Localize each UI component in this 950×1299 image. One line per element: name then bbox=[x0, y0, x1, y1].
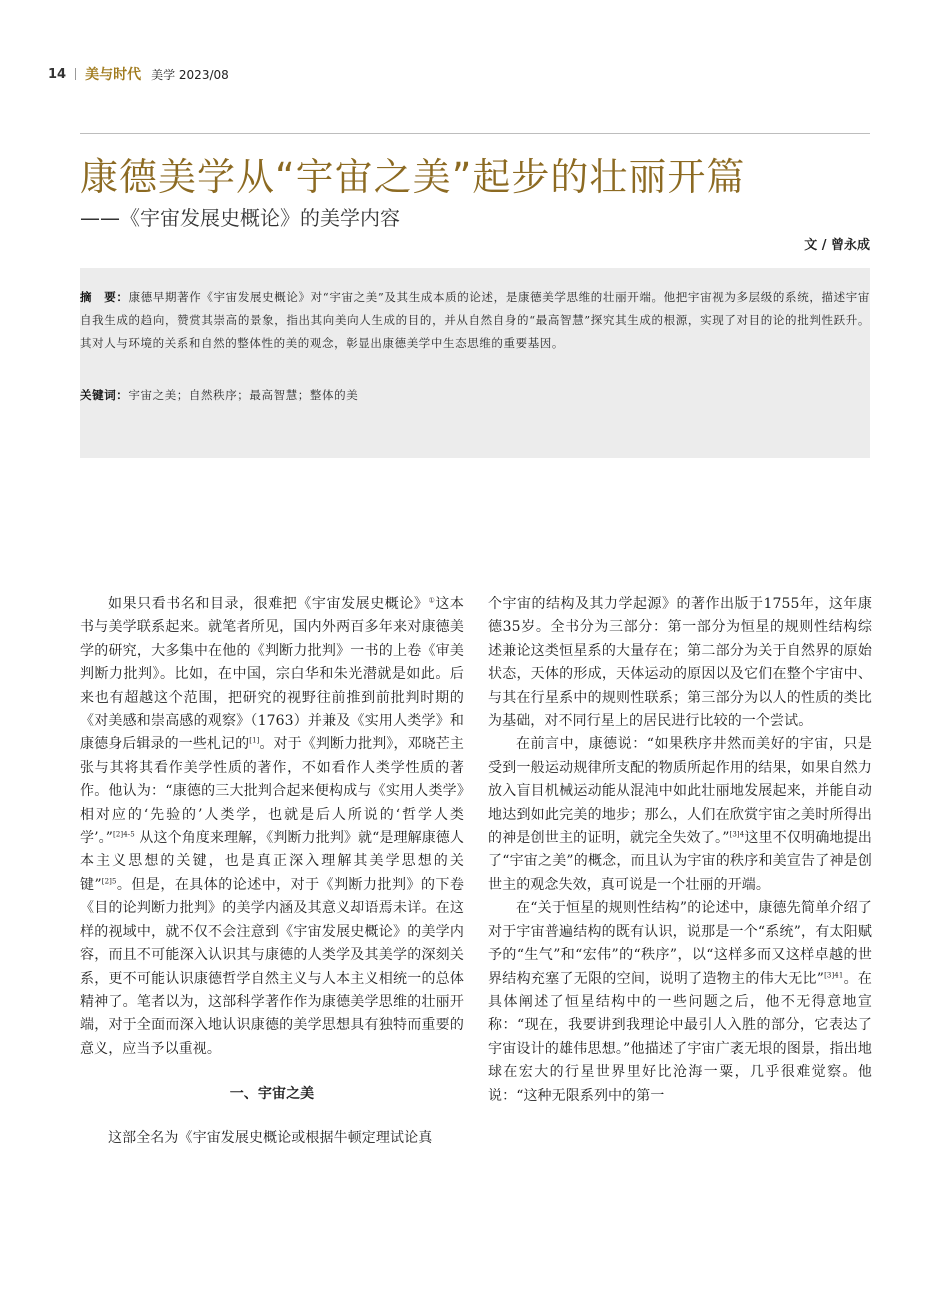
citation-ref: [2]5 bbox=[101, 877, 117, 886]
citation-ref: [2]4-5 bbox=[113, 830, 135, 839]
abstract bbox=[80, 286, 870, 355]
section-heading: 一、宇宙之美 bbox=[229, 1086, 315, 1103]
text-run: 在“关于恒星的规则性结构”的论述中，康德先简单介绍了对于宇宙普遍结构的既有认识，说那是一个“系统”，有太阳赋予的“生气”和“宏伟”的“秩序”，以“这样多而又这样卓越的世界结构充塞了无限的空间，说明了造物主的伟大无比” bbox=[488, 900, 872, 987]
text-run: 这里不仅明确地提出了“宇宙之美”的概念，而且认为宇宙的秩序和美宣告了神是创世主的观念失效，真可说是一个壮丽的开端。 bbox=[488, 830, 872, 893]
issue-label: 美学 2023/08 bbox=[151, 67, 229, 82]
paragraph bbox=[488, 897, 872, 1108]
paragraph: 这部全名为《宇宙发展史概论或根据牛顿定理试论真 bbox=[108, 1129, 433, 1146]
paragraph: 个宇宙的结构及其力学起源》的著作出版于1755年，这年康德35岁。全书分为三部分：第一部分为恒星的规则性结构综述兼论这类恒星系的大量存在；第二部分为关于自然界的原始状态，天体的形成，天体运动的原因以及它们在整个宇宙中、与其在行星系中的规则性联系；第三部分为以人的性质的类比为基础，对不同行星上的居民进行比较的一个尝试。 bbox=[488, 596, 872, 730]
citation-ref: [1] bbox=[249, 736, 260, 745]
header-rule bbox=[80, 133, 870, 134]
keywords-text: 宇宙之美；自然秩序；最高智慧；整体的美 bbox=[128, 388, 359, 402]
abstract-text: 康德早期著作《宇宙发展史概论》对“宇宙之美”及其生成本质的论述，是康德美学思维的壮丽开端。他把宇宙视为多层级的系统，描述宇宙自我生成的趋向，赞赏其崇高的景象，指出其向美向人生成的目的，并从自然自身的“最高智慧”探究其生成的根源，实现了对目的论的批判性跃升。其对人与环境的关系和自然的整体性的美的观念，彰显出康德美学中生态思维的重要基因。 bbox=[80, 290, 870, 350]
text-run: 如果只看书名和目录，很难把《宇宙发展史概论》 bbox=[108, 596, 429, 612]
text-run: 。在具体阐述了恒星结构中的一些问题之后，他不无得意地宣称：“现在，我要讲到我理论中最引人入胜的部分，它表达了宇宙设计的雄伟思想。”他描述了宇宙广袤无垠的图景，指出地球在宏大的行星世界里好比沧海一粟，几乎很难觉察。他说：“这种无限系列中的第一 bbox=[488, 970, 872, 1104]
header-divider bbox=[75, 68, 76, 80]
page-number: 14 bbox=[48, 66, 67, 82]
body-column-left bbox=[80, 593, 464, 1150]
text-run: 从这个角度来理解，《判断力批判》就“是理解康德人本主义思想的关键，也是真正深入理解其美学思想的关键” bbox=[80, 830, 465, 893]
abstract-label: 摘 要： bbox=[80, 290, 129, 304]
abstract-box bbox=[80, 268, 870, 458]
text-run: 。对于《判断力批判》，邓晓芒主张与其将其看作美学性质的著作，不如看作人类学性质的著作。他认为：“康德的三大批判合起来便构成与《实用人类学》相对应的‘先验的’人类学，也就是后人所说的‘哲学人类学’。” bbox=[80, 736, 464, 847]
keywords-label: 关键词： bbox=[80, 388, 129, 402]
journal-logo: 美与时代 bbox=[85, 67, 142, 83]
page-header bbox=[48, 62, 229, 86]
text-run: 在前言中，康德说：“如果秩序井然而美好的宇宙，只是受到一般运动规律所支配的物质所起作用的结果，如果自然力放入盲目机械运动能从混沌中如此壮丽地发展起来，并能自动地达到如此完美的地步；那么，人们在欣赏宇宙之美时所得出的神是创世主的证明，就完全失效了。” bbox=[488, 736, 872, 847]
paragraph bbox=[488, 733, 872, 897]
article-title: 康德美学从“宇宙之美”起步的壮丽开篇 bbox=[80, 155, 746, 199]
body-column-right bbox=[488, 593, 872, 1108]
citation-ref: [3]41 bbox=[824, 970, 844, 979]
keywords bbox=[80, 384, 870, 407]
footnote-ref: ① bbox=[428, 596, 436, 605]
text-run: 。但是，在具体的论述中，对于《判断力批判》的下卷《目的论判断力批判》的美学内涵及其意义却语焉未详。在这样的视域中，就不仅不会注意到《宇宙发展史概论》的美学内容，而且不可能深入认识其与康德的人类学及其美学的深刻关系，更不可能认识康德哲学自然主义与人本主义相统一的总体精神了。笔者以为，这部科学著作作为康德美学思维的壮丽开端，对于全面而深入地认识康德的美学思想具有独特而重要的意义，应当予以重视。 bbox=[80, 876, 465, 1057]
article-subtitle: ——《宇宙发展史概论》的美学内容 bbox=[80, 206, 400, 230]
article-author: 文 / 曾永成 bbox=[804, 238, 870, 253]
paragraph bbox=[80, 593, 464, 1061]
citation-ref: [3]4 bbox=[729, 830, 745, 839]
text-run: 这本书与美学联系起来。就笔者所见，国内外两百多年来对康德美学的研究，大多集中在他的《判断力批判》一书的上卷《审美判断力批判》。比如，在中国，宗白华和朱光潜就是如此。后来也有超越这个范围，把研究的视野往前推到前批判时期的《对美感和崇高感的观察》（1763）并兼及《实用人类学》和康德身后辑录的一些札记的 bbox=[80, 596, 464, 753]
